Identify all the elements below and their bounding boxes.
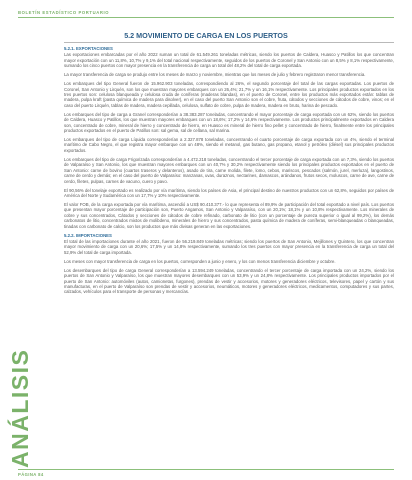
imports-paragraph: El total de las importaciones durante el año 2021, fueron de 56.219.849 toneladas métricas; siendo los puertos de San Antonio, Mejillones y Quintero, los que concentran mayor movimiento de carga con un 20,6%; 17,5% y un 14,8% respectivamente, sumando los tres puertos con mayor presencia en la transferencia de carga un total del 52,9% del total de carga importada. — [64, 238, 394, 255]
exports-paragraph: Los embarques del tipo General fueron de 15.962.903 toneladas, correspondiendo al 26%, el segundo porcentaje del total de las cargas exportadas. Los puertos de Coronel, San Antonio y Lirquén, son los que muestran mayores embarques con un 26,4%; 21,7% y un 16,1% respectivamente. Los principales productos exportados en los tres puertos son: celulosa blanqueada y celulosa cruda de coníferas (maderas blandas), en el puerto de Coronel, entre los productos más exportados están: tablas de madera, pulpa kraft (pasta química de madera para disolver), en el caso del puerto San Antonio son el cobre, fruta, cátodos y secciones de cátodos de cobre, vinos; en el caso del puerto Lirquén, tablas de madera, madera cepillada, celulosa, sulfato de cobre, pulpa de madera, madera en bruto, harina de pescado. — [64, 81, 394, 108]
exports-paragraph: Los embarques del tipo de carga Líquida corresponderían a 2.327.878 toneladas, concentrando el cuarto porcentaje de carga exportada con un 4%, siendo el terminal marítimo de Cabo Negro, el que registra mayor embarque con un 48%, siendo el metanol, gas butano, gas propano, etanol y petróleo (diésel) sus principales productos exportados. — [64, 137, 394, 153]
main-content — [64, 46, 394, 298]
title-divider — [64, 42, 394, 43]
imports-paragraph: Los desembarques del tipo de carga General corresponderían a 13.594.249 toneladas, concentrando el tercer porcentaje de carga importada con un 24,2%, siendo los puertos de San Antonio y Valparaíso, los que muestran mayores desembarques con un 53,9% y un 24,8% respectivamente. Los principales productos importados por el puerto de San Antonio: automóviles (autos, camionetas, furgones), prendas de vestir y accesorios, motores y generadores eléctricos, televisores, papel y cartón y sus manufacturas, en el puerto de Valparaíso son prendas de vestir y accesorios, neumáticos, motores y generadores eléctricos, medicamentos, computadores y sus partes, calzados, vehículos para el transporte de personas y mercancías. — [64, 267, 394, 295]
exports-paragraph: Los embarques del tipo de carga a Granel corresponderían a 38.383.287 toneladas, concentrando el mayor porcentaje de carga exportada con un 62%, siendo los puertos de Caldera, Huasco y Patillos, los que muestran mayores embarques con un 18,6%; 17,2% y 14,6% respectivamente. Los productos principalmente exportados en Caldera son, concentrado de cobre, mineral de hierro y concentrado de hierro, en Huasco es mineral de hierro fino pellet y concentrado de hierro, finalmente entre los principales productos exportados en el puerto de Patillos son: sal gema, sal de cellana, sal marina. — [64, 111, 394, 134]
exports-paragraph: El 90,56% del tonelaje exportado es realizado por vía marítima, siendo los países de Asia, el principal destino de nuestros productos con un 62,8%, seguidos por países de América del Norte y Sudamérica con un 17,7% y 10% respectivamente. — [64, 187, 394, 198]
exports-paragraph: Los embarques del tipo de carga Frigorizada corresponderían a 4.472.218 toneladas, concentrando el tercer porcentaje de carga exportada con un 7,3%, siendo los puertos de Valparaíso y San Antonio, los que muestran mayores embarques con un 40,7% y 30,2% respectivamente siendo los principales productos exportados en el puerto de San Antonio: carne de bovino (cuartos traseros y delanteros), asado de tira, carne molida, filete, lomo, cebos, mariscos, pescados (salmón, jurel, merluza), langostinos, carne de cerdo y demás; en el caso del puerto de Valparaíso: manzanas, uvas, duraznos, nectarines, damascos, arándanos, frutos secos, moluscos, carne de ave, carne de cerdo, filetes, pulpas, carnes de vacuno, cuero y pavo. — [64, 156, 394, 184]
exports-paragraph: El valor FOB, de la carga exportada por vía marítima, ascendió a US$ 90.410.377.- lo que representa el 89,9% de participación del total exportado a nivel país. Los puertos que presentan mayor porcentaje de participación son, Puerto Angamos, San Antonio y Valparaíso, con un 20,1%; 18,1% y un 10,8% respectivamente. Los minerales de cobre y sus concentrados, Cátodos y secciones de cátodos de cobre refinado, carbonato de litio (con un porcentaje de pureza superior o igual al 99,2%), los demás carbonatos de litio, concentrados mixtos de molibdeno, minerales de hierro y sus concentrados, pasta química de madera de coníferas, semi-blanqueadas o blanqueadas, tinadas con carbonato de calcio, son los productos que más divisas generan en las exportaciones. — [64, 201, 394, 229]
exports-paragraph: Las exportaciones embarcadas por el año 2022 suman un total de 61.549.261 toneladas métricas, siendo los puertos de Caldera, Huasco y Patillos los que concentran mayor exportación con un 11,8%, 10,7% y 9,1% del total nacional respectivamente, seguidos de los puertos de Coronel y San Antonio con un 8,5% y 8,1% respectivamente, sumando los cinco puertos con mayor presencia en la transferencia de carga un total del 48,2% del total de carga exportada. — [64, 52, 394, 69]
section-title: 5.2 MOVIMIENTO DE CARGA EN LOS PUERTOS — [124, 31, 288, 40]
imports-heading: 5.2.2. IMPORTACIONES — [64, 232, 112, 238]
exports-heading: 5.2.1. EXPORTACIONES — [64, 46, 113, 51]
header-divider — [18, 17, 394, 18]
page-number: PÁGINA 84 — [18, 472, 44, 477]
footer-divider — [18, 469, 394, 470]
exports-paragraph: La mayor transferencia de carga se produjo entre los meses de marzo y noviembre, mientras que los meses de julio y febrero registraron menor transferencia. — [64, 72, 366, 78]
bulletin-header-label: BOLETÍN ESTADÍSTICO PORTUARIO — [18, 10, 110, 15]
side-section-label: ANÁLISIS — [7, 348, 33, 468]
imports-paragraph: Los meses con mayor transferencia de carga en los puertos, corresponden a junio y enero, y los con menos transferencia diciembre y octubre. — [64, 258, 336, 264]
